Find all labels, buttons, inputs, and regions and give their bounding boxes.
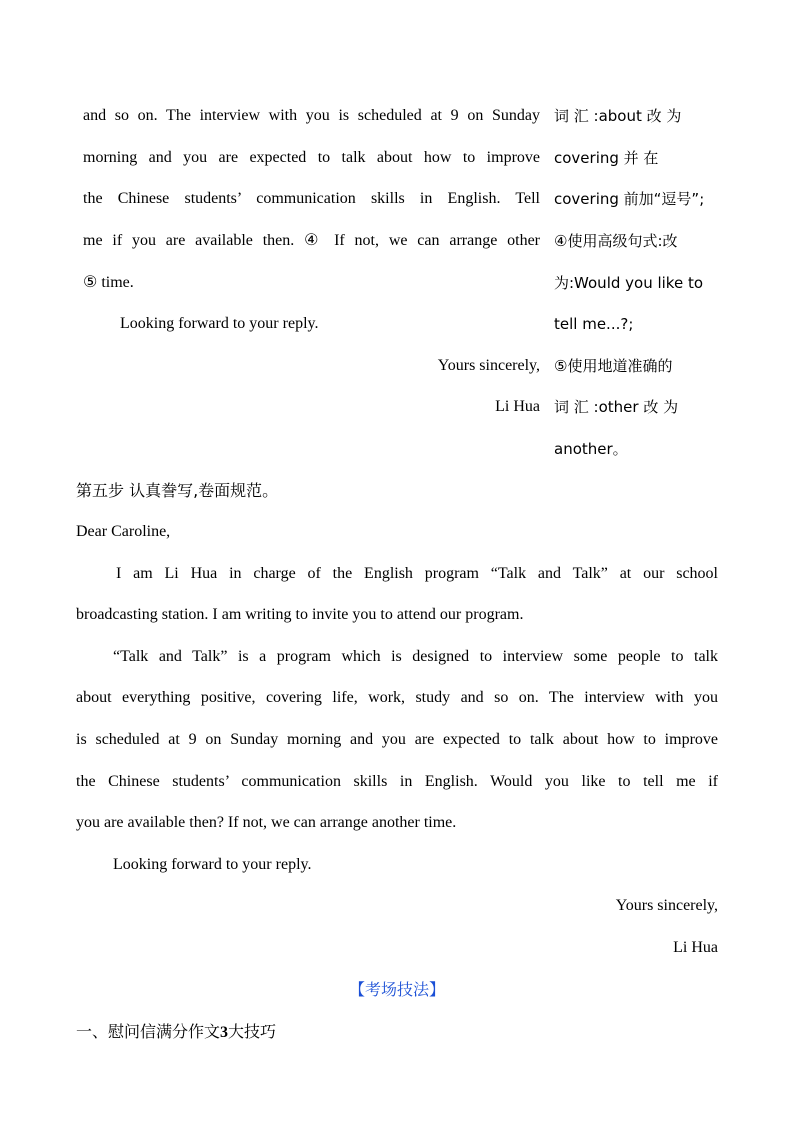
letter-paragraph-line: you are available then? If not, we can arrange another time. [76,814,457,831]
letter-signature-name: Li Hua [673,939,718,956]
table-right-line: tell me...?; [554,315,634,333]
table-left-line: and so on. The interview with you is scheduled at 9 on Sunday [83,107,540,124]
step-heading: 第五步 认真誊写,卷面规范。 [76,481,279,500]
subheading-suffix: 大技巧 [228,1022,277,1041]
table-left-line: morning and you are expected to talk about how to improve [83,149,540,166]
letter-paragraph-line: about everything positive, covering life, work, study and so on. The interview with you [76,689,718,706]
letter-paragraph-line: “Talk and Talk” is a program which is designed to interview some people to talk [113,648,718,665]
table-right-line: 词 汇 :other 改 为 [554,398,679,416]
letter-paragraph-line: broadcasting station. I am writing to invite you to attend our program. [76,606,524,623]
table-left-line: Li Hua [495,398,540,415]
subheading-prefix: 一、慰问信满分作文 [76,1022,221,1041]
table-left-line: ⑤ time. [83,274,134,291]
table-right-line: 为:Would you like to [554,274,704,292]
subheading [76,1022,276,1043]
table-right-line: covering 并 在 [554,149,659,167]
letter-paragraph-line: the Chinese students’ communication skills in English. Would you like to tell me if [76,773,718,790]
letter-sign-off: Yours sincerely, [615,897,718,914]
table-left-line: Looking forward to your reply. [120,315,319,332]
table-right-line: covering 前加“逗号”; [554,190,705,208]
table-right-line: ④使用高级句式:改 [554,232,678,250]
table-right-line: 词 汇 :about 改 为 [554,107,682,125]
letter-paragraph-line: I am Li Hua in charge of the English program “Talk and Talk” at our school [116,565,718,582]
table-right-line: another。 [554,440,628,458]
table-left-line: Yours sincerely, [437,357,540,374]
letter-paragraph-line: is scheduled at 9 on Sunday morning and you are expected to talk about how to improve [76,731,718,748]
letter-salutation: Dear Caroline, [76,523,171,540]
table-left-line: me if you are available then. ④ If not, we can arrange other [83,232,540,249]
table-right-line: ⑤使用地道准确的 [554,357,673,375]
subheading-number: 3 [220,1024,229,1041]
section-title: 【考场技法】 [348,980,445,999]
table-left-line: the Chinese students’ communication skills in English. Tell [83,190,540,207]
letter-closing: Looking forward to your reply. [113,856,312,873]
